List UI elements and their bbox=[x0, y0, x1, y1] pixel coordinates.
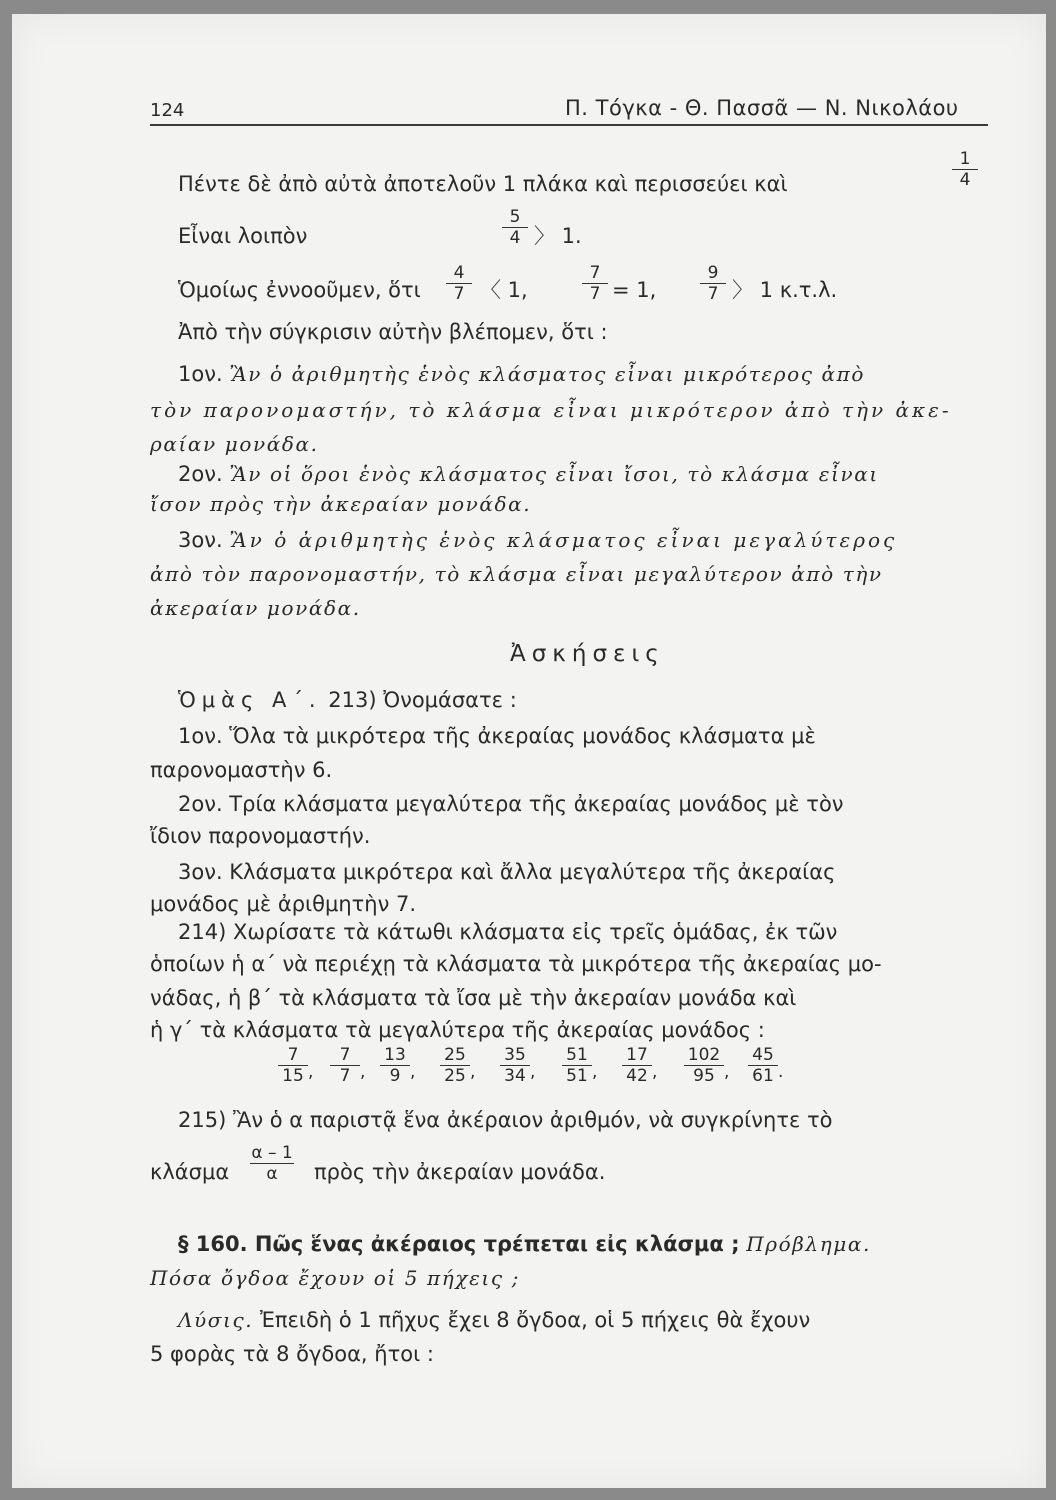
running-header-authors: Π. Τόγκα - Θ. Πασσᾶ — Ν. Νικολάου bbox=[565, 96, 959, 120]
fraction-separator: , bbox=[652, 1062, 658, 1082]
problem-label: Πρόβλημα. bbox=[746, 1232, 871, 1256]
section-160-title-line bbox=[178, 1230, 871, 1258]
solution-line-a bbox=[178, 1306, 810, 1334]
rule-2-text-a: Ἂν οἱ ὅροι ἑνὸς κλάσματος εἶναι ἴσοι, τὸ κλάσμα εἶναι bbox=[229, 462, 879, 486]
fraction-separator: , bbox=[308, 1062, 314, 1082]
section-160-title: § 160. Πῶς ἕνας ἀκέραιος τρέπεται εἰς κλάσμα ; bbox=[178, 1232, 740, 1256]
intro-line-1: Πέντε δὲ ἀπὸ αὐτὰ ἀποτελοῦν 1 πλάκα καὶ περισσεύει καὶ bbox=[178, 172, 788, 196]
exercise-group-label: Ὁμὰς Α΄. bbox=[178, 688, 322, 712]
rule-3-line-c: ἀκεραίαν μονάδα. bbox=[150, 596, 361, 620]
fraction-denominator: 4 bbox=[959, 170, 971, 190]
fraction-denominator: 7 bbox=[339, 1066, 351, 1086]
fraction-denominator: 34 bbox=[504, 1066, 526, 1086]
intro-line-2: Εἶναι λοιπὸν bbox=[178, 224, 308, 248]
list-fraction bbox=[330, 1046, 360, 1085]
rule-1-line-b: τὸν παρονομαστήν, τὸ κλάσμα εἶναι μικρότερον ἀπὸ τὴν ἀκε- bbox=[150, 398, 952, 422]
rule-1-text-a: Ἂν ὁ ἀριθμητὴς ἑνὸς κλάσματος εἶναι μικρότερος ἀπὸ bbox=[229, 362, 865, 386]
rule-3-line-a bbox=[178, 526, 897, 554]
fraction-1-4 bbox=[952, 150, 978, 189]
rule-3-label: 3ον. bbox=[178, 528, 223, 552]
rule-2-line-a bbox=[178, 460, 879, 488]
fraction-separator: , bbox=[410, 1062, 416, 1082]
fraction-numerator: 5 bbox=[509, 207, 521, 227]
fraction-numerator: 7 bbox=[287, 1045, 299, 1065]
intro-line-4: Ἀπὸ τὴν σύγκρισιν αὐτὴν βλέπομεν, ὅτι : bbox=[178, 320, 608, 344]
relation-equal: = 1, bbox=[612, 278, 657, 302]
fraction-numerator: 35 bbox=[504, 1045, 526, 1065]
intro-line-3: Ὁμοίως ἐννοοῦμεν, ὅτι bbox=[178, 278, 421, 302]
fraction-denominator: 7 bbox=[589, 284, 601, 304]
fraction-separator: , bbox=[724, 1062, 730, 1082]
fraction-separator: , bbox=[470, 1062, 476, 1082]
fraction-denominator: 42 bbox=[626, 1066, 648, 1086]
solution-label: Λύσις. bbox=[178, 1308, 254, 1332]
rule-2-label: 2ον. bbox=[178, 462, 223, 486]
fraction-denominator: 4 bbox=[509, 228, 521, 248]
fraction-7-7 bbox=[582, 264, 608, 303]
list-fraction bbox=[440, 1046, 470, 1085]
fraction-a-minus-1-over-a bbox=[250, 1144, 294, 1183]
header-rule bbox=[150, 124, 988, 126]
exercises-heading: Ἀσκήσεις bbox=[510, 641, 665, 667]
exercise-213-2-a: 2ον. Τρία κλάσματα μεγαλύτερα τῆς ἀκεραίας μονάδος μὲ τὸν bbox=[178, 792, 844, 816]
fraction-numerator: 9 bbox=[707, 263, 719, 283]
fraction-numerator: 13 bbox=[384, 1045, 406, 1065]
exercise-215-a: 215) Ἂν ὁ α παριστᾷ ἕνα ἀκέραιον ἀριθμόν, νὰ συγκρίνητε τὸ bbox=[178, 1108, 833, 1132]
problem-text: Πόσα ὄγδοα ἔχουν οἱ 5 πήχεις ; bbox=[150, 1266, 520, 1290]
exercise-213-3-b: μονάδος μὲ ἀριθμητὴν 7. bbox=[150, 892, 417, 916]
exercise-213-2-b: ἴδιον παρονομαστήν. bbox=[150, 824, 371, 848]
exercise-213-1-b: παρονομαστὴν 6. bbox=[150, 758, 333, 782]
fraction-numerator: 4 bbox=[453, 263, 465, 283]
fraction-4-7 bbox=[446, 264, 472, 303]
fraction-separator: , bbox=[530, 1062, 536, 1082]
rule-2-line-b: ἴσον πρὸς τὴν ἀκεραίαν μονάδα. bbox=[150, 492, 532, 516]
fraction-numerator: 25 bbox=[444, 1045, 466, 1065]
fraction-numerator: 51 bbox=[566, 1045, 588, 1065]
relation-less: 〈 1, bbox=[480, 278, 528, 302]
fraction-numerator: 7 bbox=[589, 263, 601, 283]
fraction-denominator: 7 bbox=[707, 284, 719, 304]
exercise-214-c: νάδας, ἡ β΄ τὰ κλάσματα τὰ ἴσα μὲ τὴν ἀκεραίαν μονάδα καὶ bbox=[150, 986, 797, 1010]
exercise-213-1-a: 1ον. Ὅλα τὰ μικρότερα τῆς ἀκεραίας μονάδος κλάσματα μὲ bbox=[178, 724, 816, 748]
fraction-denominator: 15 bbox=[282, 1066, 304, 1086]
exercise-215-b-start: κλάσμα bbox=[150, 1160, 230, 1184]
fraction-denominator: 61 bbox=[752, 1066, 774, 1086]
exercise-213-3-a: 3ον. Κλάσματα μικρότερα καὶ ἄλλα μεγαλύτερα τῆς ἀκεραίας bbox=[178, 860, 836, 884]
fraction-numerator: 45 bbox=[752, 1045, 774, 1065]
rule-3-line-b: ἀπὸ τὸν παρονομαστήν, τὸ κλάσμα εἶναι μεγαλύτερον ἀπὸ τὴν bbox=[150, 562, 883, 586]
fraction-separator: , bbox=[360, 1062, 366, 1082]
list-fraction bbox=[748, 1046, 778, 1085]
relation-greater: 〉 1. bbox=[534, 224, 582, 248]
fraction-numerator: 17 bbox=[626, 1045, 648, 1065]
list-fraction bbox=[562, 1046, 592, 1085]
fraction-numerator: 1 bbox=[959, 149, 971, 169]
exercise-214-a: 214) Χωρίσατε τὰ κάτωθι κλάσματα εἰς τρεῖς ὁμάδας, ἐκ τῶν bbox=[178, 920, 838, 944]
list-fraction bbox=[622, 1046, 652, 1085]
fraction-numerator: 7 bbox=[339, 1045, 351, 1065]
list-fraction bbox=[500, 1046, 530, 1085]
fraction-numerator: α – 1 bbox=[251, 1143, 293, 1163]
exercise-213-prompt: 213) Ὀνομάσατε : bbox=[328, 688, 517, 712]
fraction-denominator: 95 bbox=[693, 1066, 715, 1086]
fraction-separator: . bbox=[778, 1062, 784, 1082]
rule-1-line-c: ραίαν μονάδα. bbox=[150, 432, 319, 456]
exercise-215-b-end: πρὸς τὴν ἀκεραίαν μονάδα. bbox=[314, 1160, 606, 1184]
fraction-9-7 bbox=[700, 264, 726, 303]
page-number: 124 bbox=[150, 100, 185, 121]
solution-line-b: 5 φορὰς τὰ 8 ὄγδοα, ἤτοι : bbox=[150, 1342, 434, 1366]
fraction-denominator: α bbox=[266, 1164, 278, 1184]
exercise-214-b: ὁποίων ἡ α΄ νὰ περιέχῃ τὰ κλάσματα τὰ μικρότερα τῆς ἀκεραίας μο- bbox=[150, 952, 882, 976]
exercise-group-line bbox=[178, 686, 517, 714]
fraction-denominator: 7 bbox=[453, 284, 465, 304]
solution-text-a: Ἐπειδὴ ὁ 1 πῆχυς ἔχει 8 ὄγδοα, οἱ 5 πήχεις θὰ ἔχουν bbox=[259, 1308, 811, 1332]
fraction-separator: , bbox=[592, 1062, 598, 1082]
rule-1-label: 1ον. bbox=[178, 362, 223, 386]
rule-1-line-a bbox=[178, 360, 865, 388]
exercise-214-d: ἡ γ΄ τὰ κλάσματα τὰ μεγαλύτερα τῆς ἀκεραίας μονάδος : bbox=[150, 1018, 765, 1042]
fraction-5-4 bbox=[502, 208, 528, 247]
list-fraction bbox=[380, 1046, 410, 1085]
fraction-denominator: 9 bbox=[389, 1066, 401, 1086]
list-fraction bbox=[684, 1046, 724, 1085]
fraction-denominator: 51 bbox=[566, 1066, 588, 1086]
fraction-denominator: 25 bbox=[444, 1066, 466, 1086]
relation-greater-etc: 〉 1 κ.τ.λ. bbox=[732, 278, 838, 302]
rule-3-text-a: Ἂν ὁ ἀριθμητὴς ἑνὸς κλάσματος εἶναι μεγαλύτερος bbox=[229, 528, 898, 552]
list-fraction bbox=[278, 1046, 308, 1085]
fraction-numerator: 102 bbox=[687, 1045, 721, 1065]
